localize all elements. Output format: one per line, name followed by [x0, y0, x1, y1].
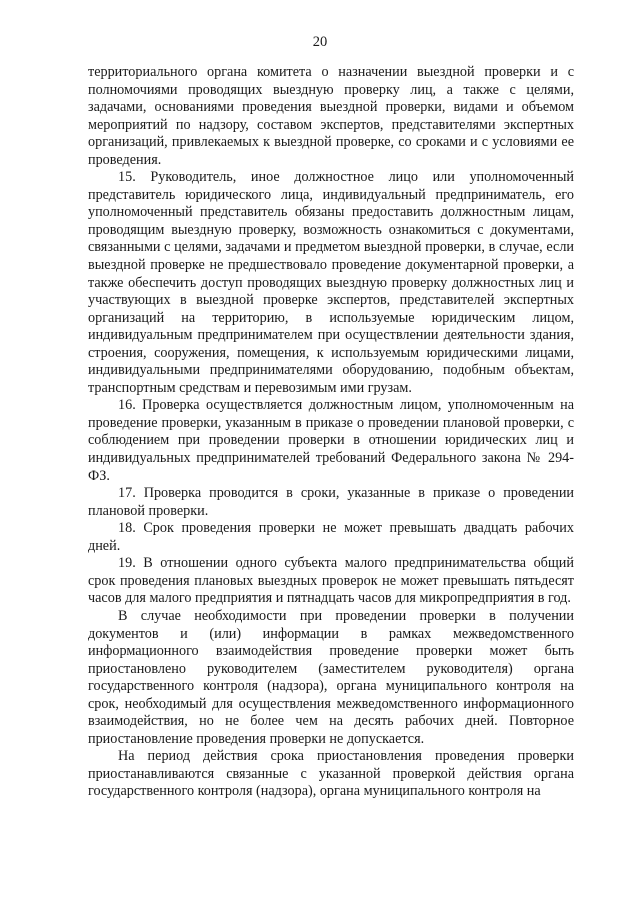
document-body — [88, 64, 574, 801]
paragraph-17: 17. Проверка проводится в сроки, указанные в приказе о проведении плановой проверки. — [88, 485, 574, 519]
page-number: 20 — [312, 34, 328, 50]
paragraph-continuation: территориального органа комитета о назначении выездной проверки и с полномочиями проводящих выездную проверку лиц, а также с целями, задачами, основаниями проведения выездной проверки, видами и объемом мероприятий по надзору, составом экспертов, представителями экспертных организаций, привлекаемых к выездной проверке, со сроками и с условиями ее проведения. — [88, 64, 574, 168]
paragraph-15: 15. Руководитель, иное должностное лицо или уполномоченный представитель юридического лица, индивидуальный предприниматель, его уполномоченный представитель обязаны предоставить должностным лицам, проводящим выездную проверку, возможность ознакомиться с документами, связанными с целями, задачами и предметом выездной проверки, в случае, если выездной проверке не предшествовало проведение документарной проверки, а также обеспечить доступ проводящих выездную проверку должностных лиц и участвующих в выездной проверке экспертов, представителей экспертных организаций на территорию, в используемые юридическим лицом, индивидуальным предпринимателем при осуществлении деятельности здания, строения, сооружения, помещения, к используемым юридическими лицами, индивидуальными предпринимателями оборудованию, подобным объектам, транспортным средствам и перевозимым ими грузам. — [88, 169, 574, 396]
paragraph-16: 16. Проверка осуществляется должностным лицом, уполномоченным на проведение проверки, указанным в приказе о проведении плановой проверки, с соблюдением при проведении проверки в отношении юридических лиц и индивидуальных предпринимателей требований Федерального закона № 294-ФЗ. — [88, 397, 574, 484]
paragraph-suspension: В случае необходимости при проведении проверки в получении документов и (или) информации в рамках межведомственного информационного взаимодействия проведение проверки может быть приостановлено руководителем (заместителем руководителя) органа государственного контроля (надзора), органа муниципального контроля на срок, необходимый для осуществления межведомственного информационного взаимодействия, но не более чем на десять рабочих дней. Повторное приостановление проведения проверки не допускается. — [88, 607, 574, 747]
paragraph-suspension-period: На период действия срока приостановления проведения проверки приостанавливаются связанные с указанной проверкой действия органа государственного контроля (надзора), органа муниципального контроля на — [88, 748, 574, 800]
paragraph-19: 19. В отношении одного субъекта малого предпринимательства общий срок проведения плановых выездных проверок не может превышать пятьдесят часов для малого предприятия и пятнадцать часов для микропредприятия в год. — [88, 555, 574, 607]
paragraph-18: 18. Срок проведения проверки не может превышать двадцать рабочих дней. — [88, 520, 574, 554]
